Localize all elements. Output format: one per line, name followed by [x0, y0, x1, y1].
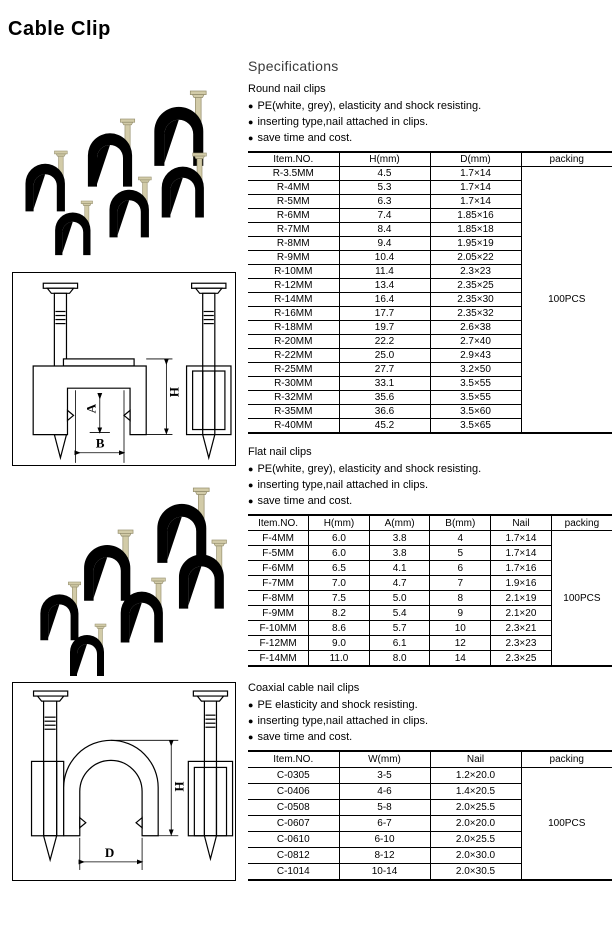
table-cell: 6-7 — [339, 816, 430, 832]
table-cell: 3.2×50 — [430, 363, 521, 377]
table-cell: 2.0×25.5 — [430, 800, 521, 816]
feature-item — [248, 461, 612, 477]
table-cell: R-8MM — [276, 238, 310, 249]
table-header-row — [248, 751, 612, 768]
table-cell: F-4MM — [262, 532, 294, 544]
table-cell: 10-14 — [339, 864, 430, 881]
bullet-icon: ● — [248, 716, 254, 726]
column-header: packing — [551, 515, 612, 531]
table-cell: F-10MM — [259, 622, 297, 634]
table-cell: F-6MM — [262, 562, 294, 574]
column-header: packing — [521, 152, 612, 167]
table-cell: 17.7 — [339, 307, 430, 321]
table-cell: 10 — [430, 621, 491, 636]
table-cell: 7.5 — [309, 591, 370, 606]
round-clip-drawing — [13, 683, 235, 880]
table-cell: 2.0×25.5 — [430, 832, 521, 848]
packing-cell: 100PCS — [521, 768, 612, 881]
table-cell: 13.4 — [339, 279, 430, 293]
feature-item — [248, 493, 612, 509]
column-header: D(mm) — [430, 152, 521, 167]
feature-item — [248, 713, 612, 729]
bullet-icon: ● — [248, 480, 254, 490]
specifications-column — [248, 0, 612, 939]
table-cell: 8.2 — [309, 606, 370, 621]
feature-list — [248, 461, 612, 509]
table-cell: F-14MM — [259, 652, 297, 664]
feature-item — [248, 697, 612, 713]
feature-list — [248, 98, 612, 146]
column-header: packing — [521, 751, 612, 768]
dim-label-b: B — [95, 435, 105, 451]
table-cell: 3.8 — [369, 546, 430, 561]
table-cell: 6.1 — [369, 636, 430, 651]
specifications-heading: Specifications — [248, 58, 339, 74]
table-cell: 1.95×19 — [430, 237, 521, 251]
column-header: H(mm) — [339, 152, 430, 167]
packing-cell: 100PCS — [551, 531, 612, 667]
feature-text: save time and cost. — [257, 495, 353, 507]
white-clips-photo — [25, 478, 245, 678]
table-cell: R-4MM — [276, 182, 310, 193]
table-cell: C-1014 — [276, 866, 310, 877]
dim-label-h: H — [171, 781, 187, 792]
table-cell: 2.7×40 — [430, 335, 521, 349]
feature-list — [248, 697, 612, 745]
table-cell: R-5MM — [276, 196, 310, 207]
table-cell: 7.4 — [339, 209, 430, 223]
table-cell: 5.7 — [369, 621, 430, 636]
section-round-nail-clips — [248, 83, 612, 434]
table-cell: R-32MM — [274, 392, 313, 403]
table-cell: 8.0 — [369, 651, 430, 667]
table-cell: 14 — [430, 651, 491, 667]
table-cell: C-0305 — [276, 770, 310, 781]
table-cell: 4 — [430, 531, 491, 546]
coaxial-clips-table — [248, 750, 612, 881]
table-cell: 6.0 — [309, 546, 370, 561]
section-title: Round nail clips — [248, 83, 326, 95]
flat-clip-diagram — [12, 272, 236, 466]
table-cell: 3.5×60 — [430, 405, 521, 419]
table-cell: 36.6 — [339, 405, 430, 419]
table-cell: C-0812 — [276, 850, 310, 861]
feature-text: PE(white, grey), elasticity and shock resisting. — [257, 463, 482, 475]
table-row — [248, 531, 612, 546]
table-cell: 1.7×14 — [491, 546, 552, 561]
column-header: Nail — [430, 751, 521, 768]
table-cell: 1.7×14 — [491, 531, 552, 546]
feature-text: save time and cost. — [257, 731, 353, 743]
feature-text: inserting type,nail attached in clips. — [257, 479, 429, 491]
table-cell: R-35MM — [274, 406, 313, 417]
packing-cell: 100PCS — [521, 167, 612, 434]
table-cell: 8-12 — [339, 848, 430, 864]
feature-item — [248, 98, 612, 114]
table-cell: 25.0 — [339, 349, 430, 363]
table-cell: 1.7×16 — [491, 561, 552, 576]
bullet-icon: ● — [248, 464, 254, 474]
table-cell: R-12MM — [274, 280, 313, 291]
table-header-row — [248, 152, 612, 167]
table-cell: 3.8 — [369, 531, 430, 546]
table-cell: R-9MM — [276, 252, 310, 263]
dim-label-d: D — [104, 844, 115, 860]
round-clips-table — [248, 151, 612, 434]
table-cell: 3.5×55 — [430, 377, 521, 391]
feature-item — [248, 477, 612, 493]
table-cell: 6-10 — [339, 832, 430, 848]
table-cell: 8 — [430, 591, 491, 606]
table-cell: 6 — [430, 561, 491, 576]
table-cell: 2.0×20.0 — [430, 816, 521, 832]
table-cell: 5 — [430, 546, 491, 561]
bullet-icon: ● — [248, 117, 254, 127]
table-row — [248, 768, 612, 784]
flat-clip-drawing — [13, 273, 235, 465]
column-header: B(mm) — [430, 515, 491, 531]
table-cell: 2.35×25 — [430, 279, 521, 293]
section-coaxial-cable-nail-clips — [248, 682, 612, 881]
table-cell: 11.4 — [339, 265, 430, 279]
table-cell: 2.3×23 — [491, 636, 552, 651]
table-cell: R-25MM — [274, 364, 313, 375]
round-clip-diagram — [12, 682, 236, 881]
table-cell: 2.35×32 — [430, 307, 521, 321]
table-cell: 16.4 — [339, 293, 430, 307]
bullet-icon: ● — [248, 700, 254, 710]
table-cell: 22.2 — [339, 335, 430, 349]
table-cell: R-3.5MM — [272, 168, 314, 179]
table-cell: 2.1×20 — [491, 606, 552, 621]
table-cell: F-5MM — [262, 547, 294, 559]
table-cell: R-7MM — [276, 224, 310, 235]
table-cell: 2.3×21 — [491, 621, 552, 636]
feature-item — [248, 729, 612, 745]
table-cell: 3.5×55 — [430, 391, 521, 405]
page-title: Cable Clip — [8, 18, 111, 40]
feature-item — [248, 130, 612, 146]
table-cell: 3-5 — [339, 768, 430, 784]
table-cell: 5-8 — [339, 800, 430, 816]
table-cell: 6.5 — [309, 561, 370, 576]
table-cell: 2.05×22 — [430, 251, 521, 265]
table-cell: 2.35×30 — [430, 293, 521, 307]
table-cell: 8.4 — [339, 223, 430, 237]
table-cell: 9.0 — [309, 636, 370, 651]
table-cell: 2.3×23 — [430, 265, 521, 279]
table-cell: 1.4×20.5 — [430, 784, 521, 800]
table-cell: C-0610 — [276, 834, 310, 845]
column-header: A(mm) — [369, 515, 430, 531]
table-cell: C-0508 — [276, 802, 310, 813]
table-cell: 4.1 — [369, 561, 430, 576]
table-cell: 4.5 — [339, 167, 430, 181]
table-cell: 8.6 — [309, 621, 370, 636]
table-cell: 1.9×16 — [491, 576, 552, 591]
table-cell: 4.7 — [369, 576, 430, 591]
table-cell: 7.0 — [309, 576, 370, 591]
table-cell: 19.7 — [339, 321, 430, 335]
section-title: Flat nail clips — [248, 446, 312, 458]
column-header: Nail — [491, 515, 552, 531]
column-header: W(mm) — [339, 751, 430, 768]
table-cell: R-20MM — [274, 336, 313, 347]
table-cell: 2.1×19 — [491, 591, 552, 606]
dim-label-h: H — [166, 387, 182, 398]
white-clips-illustration — [25, 478, 245, 678]
table-cell: 1.2×20.0 — [430, 768, 521, 784]
section-flat-nail-clips — [248, 446, 612, 667]
table-cell: 1.85×16 — [430, 209, 521, 223]
column-header: H(mm) — [309, 515, 370, 531]
table-cell: R-16MM — [274, 308, 313, 319]
table-cell: R-10MM — [274, 266, 313, 277]
table-cell: 1.85×18 — [430, 223, 521, 237]
table-cell: 5.3 — [339, 181, 430, 195]
table-cell: 2.3×25 — [491, 651, 552, 667]
table-header-row — [248, 515, 612, 531]
table-cell: 45.2 — [339, 419, 430, 434]
section-title: Coaxial cable nail clips — [248, 682, 360, 694]
table-cell: F-7MM — [262, 577, 294, 589]
table-cell: 35.6 — [339, 391, 430, 405]
bullet-icon: ● — [248, 133, 254, 143]
table-cell: R-40MM — [274, 420, 313, 431]
bullet-icon: ● — [248, 732, 254, 742]
table-cell: 10.4 — [339, 251, 430, 265]
table-cell: 9 — [430, 606, 491, 621]
feature-text: PE(white, grey), elasticity and shock resisting. — [257, 100, 482, 112]
table-cell: 6.3 — [339, 195, 430, 209]
table-cell: R-14MM — [274, 294, 313, 305]
table-cell: 1.7×14 — [430, 195, 521, 209]
table-cell: 3.5×65 — [430, 419, 521, 434]
table-cell: C-0607 — [276, 818, 310, 829]
table-cell: 6.0 — [309, 531, 370, 546]
table-cell: R-6MM — [276, 210, 310, 221]
table-cell: 1.7×14 — [430, 181, 521, 195]
dim-label-a: A — [83, 403, 99, 414]
bullet-icon: ● — [248, 496, 254, 506]
grey-clips-photo — [8, 85, 243, 263]
table-cell: 5.0 — [369, 591, 430, 606]
feature-text: inserting type,nail attached in clips. — [257, 715, 429, 727]
table-cell: 7 — [430, 576, 491, 591]
table-cell: 2.9×43 — [430, 349, 521, 363]
table-cell: 4-6 — [339, 784, 430, 800]
table-cell: R-30MM — [274, 378, 313, 389]
grey-clips-illustration — [8, 85, 243, 263]
table-row — [248, 167, 612, 181]
table-cell: R-22MM — [274, 350, 313, 361]
table-cell: 33.1 — [339, 377, 430, 391]
flat-clips-table — [248, 514, 612, 667]
table-cell: F-12MM — [259, 637, 297, 649]
column-header: Item.NO. — [273, 154, 314, 165]
table-cell: R-18MM — [274, 322, 313, 333]
table-cell: 9.4 — [339, 237, 430, 251]
feature-text: PE elasticity and shock resisting. — [257, 699, 418, 711]
table-cell: F-8MM — [262, 592, 294, 604]
feature-text: save time and cost. — [257, 132, 353, 144]
table-cell: 12 — [430, 636, 491, 651]
feature-item — [248, 114, 612, 130]
bullet-icon: ● — [248, 101, 254, 111]
table-cell: 2.6×38 — [430, 321, 521, 335]
column-header: Item.NO. — [258, 517, 299, 529]
table-cell: 2.0×30.5 — [430, 864, 521, 881]
table-cell: 27.7 — [339, 363, 430, 377]
table-cell: F-9MM — [262, 607, 294, 619]
table-cell: 11.0 — [309, 651, 370, 667]
table-cell: 2.0×30.0 — [430, 848, 521, 864]
table-cell: 5.4 — [369, 606, 430, 621]
column-header: Item.NO. — [273, 754, 314, 765]
table-cell: 1.7×14 — [430, 167, 521, 181]
feature-text: inserting type,nail attached in clips. — [257, 116, 429, 128]
table-cell: C-0406 — [276, 786, 310, 797]
